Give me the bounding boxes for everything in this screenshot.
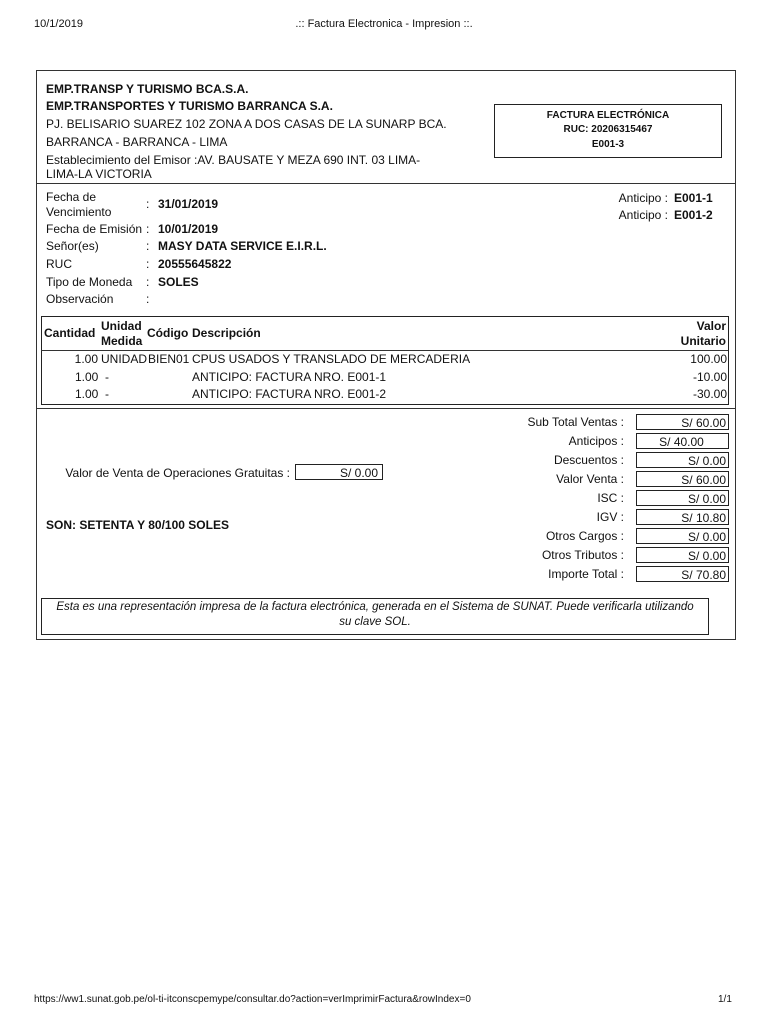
client-ruc-label: RUC xyxy=(46,257,72,271)
row-3-desc: ANTICIPO: FACTURA NRO. E001-2 xyxy=(192,387,387,401)
col-header-desc: Descripción xyxy=(192,326,261,340)
observation-sep: : xyxy=(146,292,150,306)
issuer-establishment: Establecimiento del Emisor :AV. BAUSATE Y MEZA 690 INT. 03 LIMA- xyxy=(46,153,421,167)
print-page-count: 1/1 xyxy=(718,994,732,1005)
issue-date-sep: : xyxy=(146,222,150,236)
issuer-name-short: EMP.TRANSP Y TURISMO BCA.S.A. xyxy=(46,82,249,96)
row-1-qty: 1.00 xyxy=(74,352,98,366)
subtotal-value: S/ 60.00 xyxy=(636,414,729,430)
client-label: Señor(es) xyxy=(46,239,99,253)
currency-sep: : xyxy=(146,275,150,289)
due-date-value: 31/01/2019 xyxy=(158,197,219,211)
issuer-address: PJ. BELISARIO SUAREZ 102 ZONA A DOS CASAS DE LA SUNARP BCA. xyxy=(46,117,447,131)
invoice-number: E001-3 xyxy=(591,139,625,150)
row-3-qty: 1.00 xyxy=(75,387,99,401)
section-divider xyxy=(36,183,735,184)
observation-label: Observación xyxy=(46,292,114,306)
client-value: MASY DATA SERVICE E.I.R.L. xyxy=(158,239,327,253)
issue-date-value: 10/01/2019 xyxy=(158,222,219,236)
client-ruc-sep: : xyxy=(146,257,150,271)
sunat-note: Esta es una representación impresa de la factura electrónica, generada en el Sistema de SUNAT. Puede verificarla utilizando xyxy=(56,601,694,613)
igv-value: S/ 10.80 xyxy=(636,509,729,525)
col-header-qty: Cantidad xyxy=(44,326,96,340)
other-taxes-value: S/ 0.00 xyxy=(636,547,729,563)
advance-label-1: Anticipo : xyxy=(618,191,668,205)
subtotal-label: Sub Total Ventas : xyxy=(527,415,624,429)
col-header-value: Valor xyxy=(696,319,726,333)
free-ops-value: S/ 0.00 xyxy=(295,464,383,480)
row-2-value: -10.00 xyxy=(692,370,727,384)
client-ruc-value: 20555645822 xyxy=(158,257,232,271)
isc-value: S/ 0.00 xyxy=(636,490,729,506)
row-2-unit: - xyxy=(105,370,109,384)
other-charges-label: Otros Cargos : xyxy=(545,529,624,543)
col-header-unit: Unidad xyxy=(101,319,142,333)
advances-value: S/ 40.00 xyxy=(636,433,729,449)
print-date: 10/1/2019 xyxy=(34,18,83,30)
discounts-value: S/ 0.00 xyxy=(636,452,729,468)
advances-label: Anticipos : xyxy=(568,434,624,448)
totals-divider xyxy=(36,408,735,409)
items-table-header-divider xyxy=(41,350,728,351)
advance-value-1: E001-1 xyxy=(674,191,713,205)
row-2-qty: 1.00 xyxy=(75,370,99,384)
sunat-note-cont: su clave SOL. xyxy=(339,616,411,628)
due-date-sep: : xyxy=(146,197,150,211)
amount-in-words: SON: SETENTA Y 80/100 SOLES xyxy=(46,518,229,532)
invoice-ruc: RUC: 20206315467 xyxy=(563,124,653,135)
issuer-location: BARRANCA - BARRANCA - LIMA xyxy=(46,135,228,149)
row-2-desc: ANTICIPO: FACTURA NRO. E001-1 xyxy=(192,370,387,384)
total-amount-value: S/ 70.80 xyxy=(636,566,729,582)
row-3-value: -30.00 xyxy=(692,387,727,401)
client-sep: : xyxy=(146,239,150,253)
total-amount-label: Importe Total : xyxy=(548,567,624,581)
col-header-unit-cont: Medida xyxy=(101,334,143,348)
row-1-unit: UNIDAD xyxy=(101,352,148,366)
due-date-label-cont: Vencimiento xyxy=(46,205,112,219)
col-header-code: Código xyxy=(147,326,189,340)
invoice-type: FACTURA ELECTRÓNICA xyxy=(546,110,670,121)
issue-date-label: Fecha de Emisión xyxy=(46,222,143,236)
advance-label-2: Anticipo : xyxy=(618,208,668,222)
sale-value-label: Valor Venta : xyxy=(556,472,624,486)
isc-label: ISC : xyxy=(597,491,624,505)
currency-label: Tipo de Moneda xyxy=(46,275,133,289)
issuer-establishment-cont: LIMA-LA VICTORIA xyxy=(46,167,152,181)
print-url: https://ww1.sunat.gob.pe/ol-ti-itconscpemype/consultar.do?action=verImprimirFactura&rowIndex=0 xyxy=(34,994,471,1005)
other-charges-value: S/ 0.00 xyxy=(636,528,729,544)
igv-label: IGV : xyxy=(596,510,624,524)
issuer-name-full: EMP.TRANSPORTES Y TURISMO BARRANCA S.A. xyxy=(46,99,333,113)
advance-value-2: E001-2 xyxy=(674,208,713,222)
sale-value-value: S/ 60.00 xyxy=(636,471,729,487)
row-3-unit: - xyxy=(105,387,109,401)
row-1-code: BIEN01 xyxy=(148,352,190,366)
discounts-label: Descuentos : xyxy=(553,453,624,467)
row-1-value: 100.00 xyxy=(690,352,727,366)
currency-value: SOLES xyxy=(158,275,199,289)
due-date-label: Fecha de xyxy=(46,190,97,204)
free-ops-label: Valor de Venta de Operaciones Gratuitas : xyxy=(65,466,290,480)
row-1-desc: CPUS USADOS Y TRANSLADO DE MERCADERIA xyxy=(192,352,471,366)
other-taxes-label: Otros Tributos : xyxy=(541,548,624,562)
print-title: .:: Factura Electronica - Impresion ::. xyxy=(295,18,473,30)
col-header-value-cont: Unitario xyxy=(680,334,726,348)
